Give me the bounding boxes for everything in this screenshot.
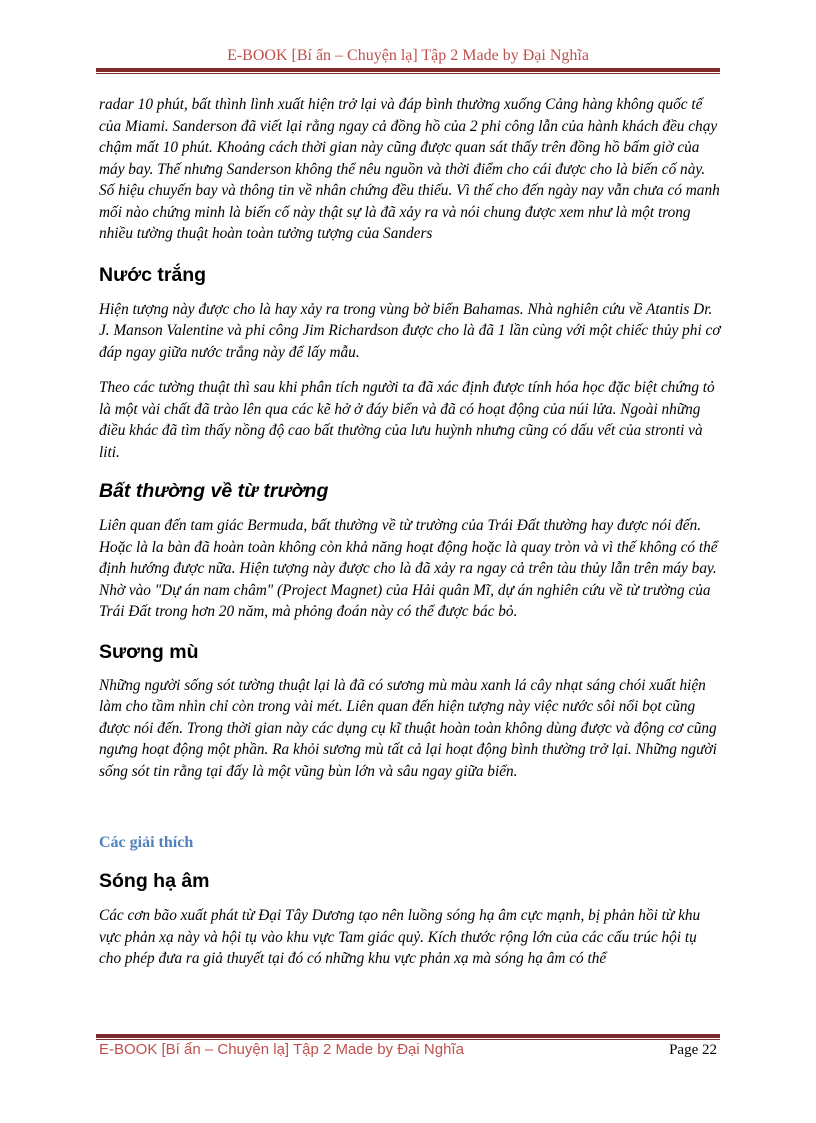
heading-suong-mu: Sương mù	[99, 640, 199, 663]
heading-song-ha-am: Sóng hạ âm	[99, 870, 210, 892]
page-header-title: E-BOOK [Bí ẩn – Chuyện lạ] Tập 2 Made by Đại Nghĩa	[227, 47, 589, 64]
paragraph-radar: radar 10 phút, bất thình lình xuất hiện trở lại và đáp bình thường xuống Cảng hàng không quốc tế của Miami. Sanderson đã viết lại rằng ngay cả đồng hồ của 2 phi công lẫn của hành khách đều chạy chậm mất 10 phút. Khoảng cách thời gian này cũng được quan sát thấy trên đồng hồ bấm giờ của máy bay. Thế nhưng Sanderson không thể nêu nguồn và thời điểm cho cái được cho là biến cố này. Số hiệu chuyến bay và thông tin về nhân chứng đều thiếu. Vì thế cho đến ngày nay vẫn chưa có manh mối nào chứng minh là biến cố này thật sự là đã xảy ra và nói chung được xem như là một trong nhiều tường thuật hoàn toàn tưởng tượng của Sanders	[99, 96, 720, 242]
footer-rule	[96, 1034, 720, 1038]
heading-cac-giai-thich: Các giải thích	[99, 834, 194, 851]
header-rule-thin	[96, 73, 720, 74]
heading-nuoc-trang: Nước trắng	[99, 263, 207, 286]
page-body	[99, 94, 721, 970]
paragraph-analysis: Theo các tường thuật thì sau khi phân tích người ta đã xác định được tính hóa học đặc biệt chứng tỏ là một vài chất đã trào lên qua các kẽ hở ở đáy biển và đã có hoạt động của núi lửa. Ngoài những điều khác đã tìm thấy nồng độ cao bất thường của lưu huỳnh nhưng cũng có dấu vết của stronti và liti.	[99, 379, 715, 461]
header-rule	[96, 68, 720, 72]
page-number: Page 22	[669, 1042, 717, 1058]
footer-rule-thin	[96, 1039, 720, 1040]
paragraph-fog: Những người sống sót tường thuật lại là đã có sương mù màu xanh lá cây nhạt sáng chói xuất hiện làm cho tầm nhìn chỉ còn trong vài mét. Liên quan đến hiện tượng này việc nước sôi nổi bọt cũng được nói đến. Trong thời gian này các dụng cụ kĩ thuật hoàn toàn không dùng được và động cơ cũng ngưng hoạt động một phần. Ra khỏi sương mù tất cả lại hoạt động bình thường trở lại. Những người sống sót tin rằng tại đấy là một vũng bùn lớn và sâu ngay giữa biển.	[99, 676, 717, 780]
page-footer-title: E-BOOK [Bí ẩn – Chuyện lạ] Tập 2 Made by Đại Nghĩa	[99, 1041, 464, 1058]
paragraph-infrasound: Các cơn bão xuất phát từ Đại Tây Dương tạo nên luồng sóng hạ âm cực mạnh, bị phản hồi từ khu vực phản xạ này và hội tụ vào khu vực Tam giác quỷ. Kích thước rộng lớn của các cấu trúc hội tụ cho phép đưa ra giả thuyết tại đó có những khu vực phản xạ mà sóng hạ âm có thể	[99, 907, 701, 967]
paragraph-bahamas: Hiện tượng này được cho là hay xảy ra trong vùng bờ biển Bahamas. Nhà nghiên cứu về Atantis Dr. J. Manson Valentine và phi công Jim Richardson được cho là đã 1 lần cùng với một chiếc thủy phi cơ đáp ngay giữa nước trắng này để lấy mẫu.	[99, 300, 721, 361]
paragraph-magnetic: Liên quan đến tam giác Bermuda, bất thường về từ trường của Trái Đất thường hay được nói đến. Hoặc là la bàn đã hoàn toàn không còn khả năng hoạt động hoặc là quay tròn và vì thế không có thể định hướng được nữa. Hiện tượng này được cho là đã xảy ra ngay cả trên tàu thủy lẫn trên máy bay. Nhờ vào "Dự án nam châm" (Project Magnet) của Hải quân Mĩ, dự án nghiên cứu về từ trường của Trái Đất trong hơn 20 năm, mà phỏng đoán này có thể được bác bỏ.	[99, 517, 718, 620]
heading-bat-thuong-tu-truong: Bất thường về từ trường	[99, 480, 329, 502]
